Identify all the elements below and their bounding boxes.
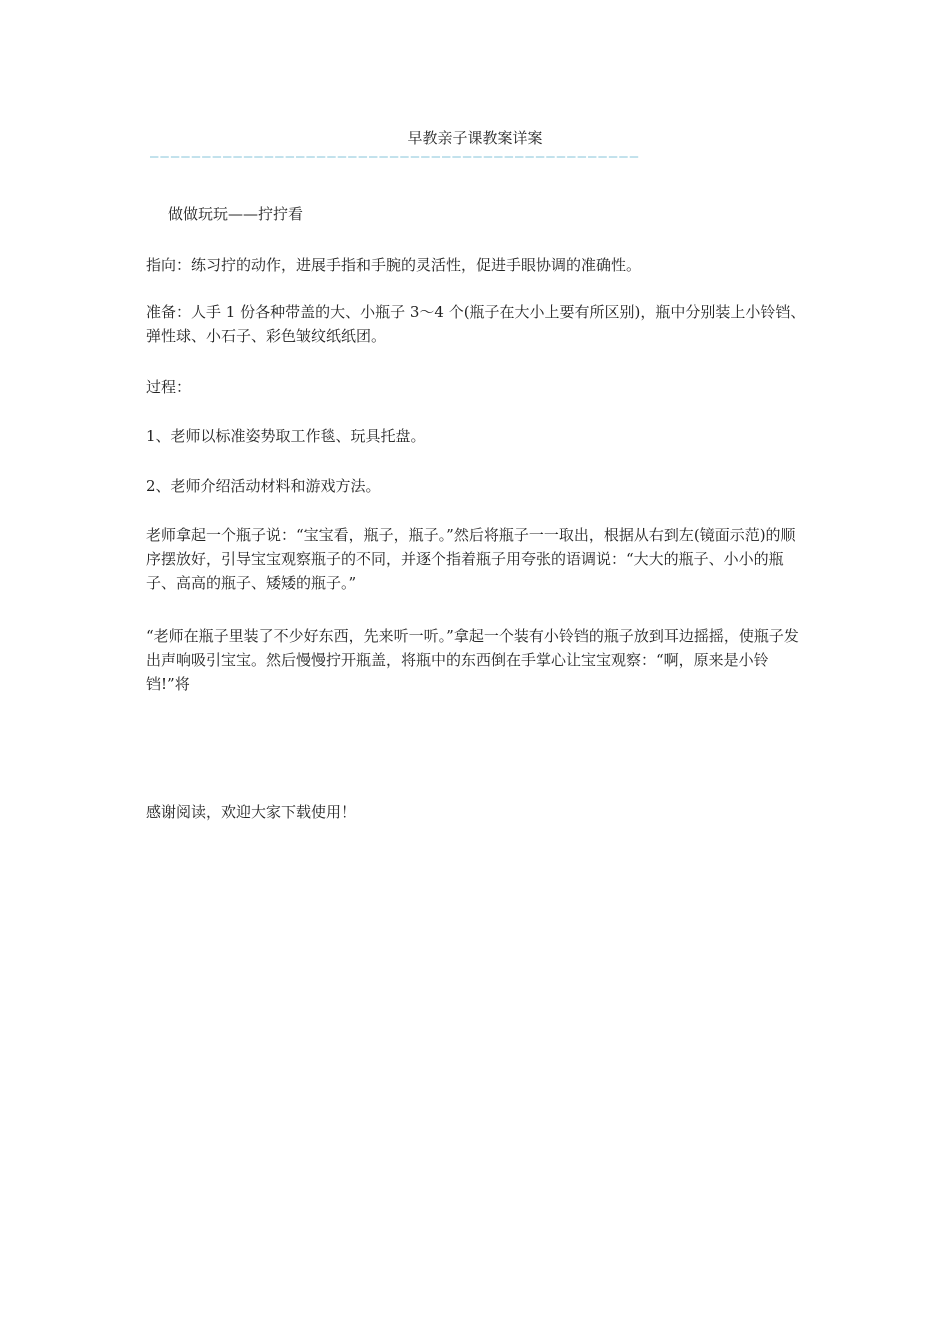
thanks-note: 感谢阅读，欢迎大家下载使用！ xyxy=(146,803,357,821)
aim-paragraph: 指向：练习拧的动作，进展手指和手腕的灵活性，促进手眼协调的准确性。 xyxy=(146,256,642,274)
document-title: 早教亲子课教案详案 xyxy=(407,129,543,147)
preparation-paragraph: 准备：人手 1 份各种带盖的大、小瓶子 3～4 个(瓶子在大小上要有所区别)，瓶中分别装上小铃铛、弹性球、小石子、彩色皱纹纸纸团。 xyxy=(146,303,806,345)
teacher-paragraph-2: “老师在瓶子里装了不少好东西，先来听一听。”拿起一个装有小铃铛的瓶子放到耳边摇摇，使瓶子发出声响吸引宝宝。然后慢慢拧开瓶盖，将瓶中的东西倒在手掌心让宝宝观察：“啊，原来是小铃铛!”将 xyxy=(146,627,799,693)
process-label: 过程： xyxy=(146,378,192,396)
title-divider: ——————————————————————————————————————————————— xyxy=(150,150,641,164)
process-step-2: 2、老师介绍活动材料和游戏方法。 xyxy=(146,477,381,495)
teacher-paragraph-1: 老师拿起一个瓶子说：“宝宝看，瓶子，瓶子。”然后将瓶子一一取出，根据从右到左(镜面示范)的顺序摆放好，引导宝宝观察瓶子的不同，并逐个指着瓶子用夸张的语调说：“大大的瓶子、小小的瓶子、高高的瓶子、矮矮的瓶子。” xyxy=(146,526,796,592)
process-step-1: 1、老师以标准姿势取工作毯、玩具托盘。 xyxy=(146,427,426,445)
lesson-subtitle: 做做玩玩——拧拧看 xyxy=(168,205,304,223)
